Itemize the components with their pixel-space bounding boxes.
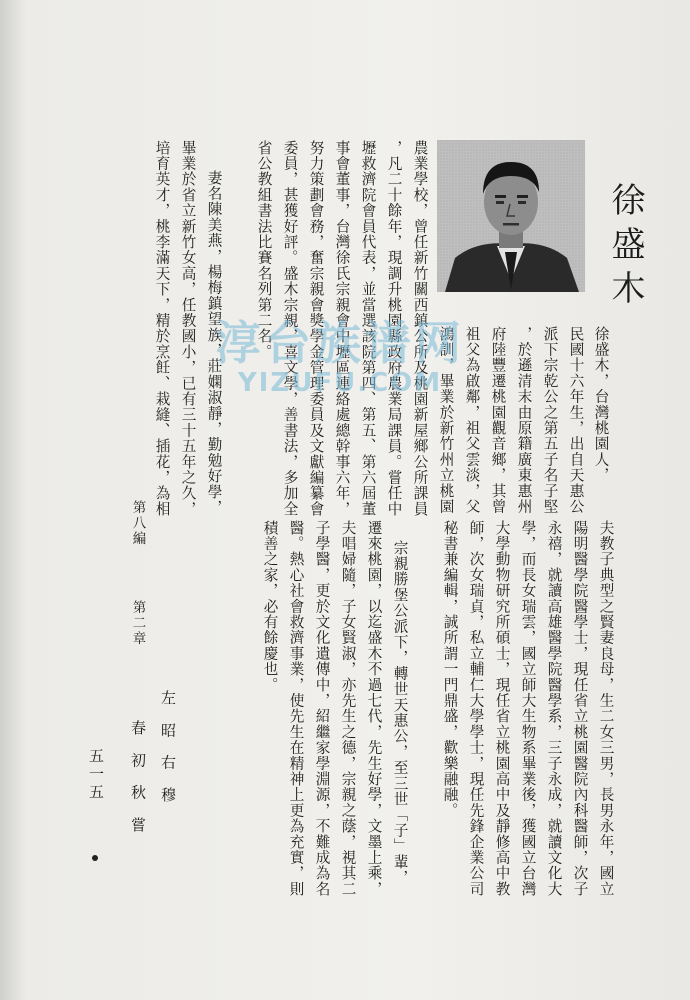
text-column: 積善之家，必有餘慶也。: [261, 520, 279, 693]
text-column: 培育英才，桃李滿天下，精於烹飪、栽縫、插花，為相: [153, 140, 171, 517]
text-column: 事會董事，台灣徐氏宗親會中壢區連絡處總幹事六年，: [333, 140, 351, 517]
text-column: 夫唱婦隨，子女賢淑，亦先生之德，宗親之蔭，視其二: [339, 520, 357, 897]
text-column: 秘書兼編輯，誠所謂一門鼎盛，歡樂融融。: [441, 520, 459, 819]
text-column: ，凡二十餘年，現調升桃園縣政府農業局課員。嘗任中: [385, 140, 403, 517]
text-column: 祖父為啟鄰，祖父雲淡，父: [463, 326, 481, 515]
text-column: 大學動物研究所碩士，現任省立桃園高中及靜修高中教: [493, 520, 511, 897]
text-column: 鴻訓，畢業於新竹州立桃園: [437, 326, 455, 515]
text-column: 夫教子典型之賢妻良母，生二女三男，長男永年，國立: [597, 520, 615, 897]
text-column: 農業學校，曾任新竹關西鎮公所及桃園新屋鄉公所課員: [411, 140, 429, 517]
text-column: 學，而長女瑞雲，國立師大生物系畢業後，獲國立台灣: [519, 520, 537, 897]
signature-couplet-left: 左 昭 右 穆: [159, 690, 177, 803]
person-name-heading: 徐盛木: [605, 182, 645, 314]
text-column: 努力策劃會務，奮宗親會獎學金管理委員及文獻編纂會: [307, 140, 325, 517]
watermark-sub-text: YIZUFU.COM: [237, 368, 443, 398]
text-column: 民國十六年生，出自天惠公: [567, 326, 585, 515]
portrait-photo: [437, 140, 585, 292]
text-column: 派下宗乾公之第五子名子堅: [541, 326, 559, 515]
text-column: ，於遜清末由原籍廣東惠州: [515, 326, 533, 515]
text-column: 永禧，就讀高雄醫學院醫學系，三子永成，就讀文化大: [545, 520, 563, 897]
text-column: 陽明醫學院醫學士，現任省立桃園醫院內科醫師，次子: [571, 520, 589, 897]
text-column: 妻名陳美燕，楊梅鎮望族，莊嫻淑靜，勤勉好學，: [205, 170, 223, 516]
signature-couplet-right: 春 初 秋 嘗: [129, 720, 147, 833]
text-column: 徐盛木，台灣桃園人，: [592, 326, 610, 483]
footer-section: 第八編: [129, 500, 146, 547]
ink-dot: [92, 855, 98, 861]
text-column: 府陸豐遷桃園觀音鄉，其曾: [489, 326, 507, 515]
text-column: 壢救濟院會員代表，並當選該院第四、第五、第六屆董: [359, 140, 377, 517]
text-column: 省公教組書法比賽名列第二名。: [255, 140, 273, 360]
page-number: 五一五: [87, 748, 105, 802]
text-column: 委員，甚獲好評。盛木宗親，喜文學，善書法，多加全: [281, 140, 299, 517]
text-column: 醫。熱心社會救濟事業，使先生在精神上更為充實，則: [287, 520, 305, 897]
text-column: 宗親勝堡公派下，轉世天惠公，至三世「子」輩，: [391, 540, 409, 886]
text-column: 師，次女瑞貞，私立輔仁大學學士，現任先鋒企業公司: [467, 520, 485, 897]
footer-chapter: 第二章: [129, 600, 146, 647]
text-column: 遷來桃園，以迄盛木不過七代，先生好學，文墨上乘，: [365, 520, 383, 897]
text-column: 子學醫，更於文化遺傳中，紹繼家學淵源，不難成為名: [313, 520, 331, 897]
watermark-main-text: 淳台族谱网: [215, 316, 465, 370]
text-column: 畢業於省立新竹女高，任教國小，已有三十五年之久，: [179, 140, 197, 517]
